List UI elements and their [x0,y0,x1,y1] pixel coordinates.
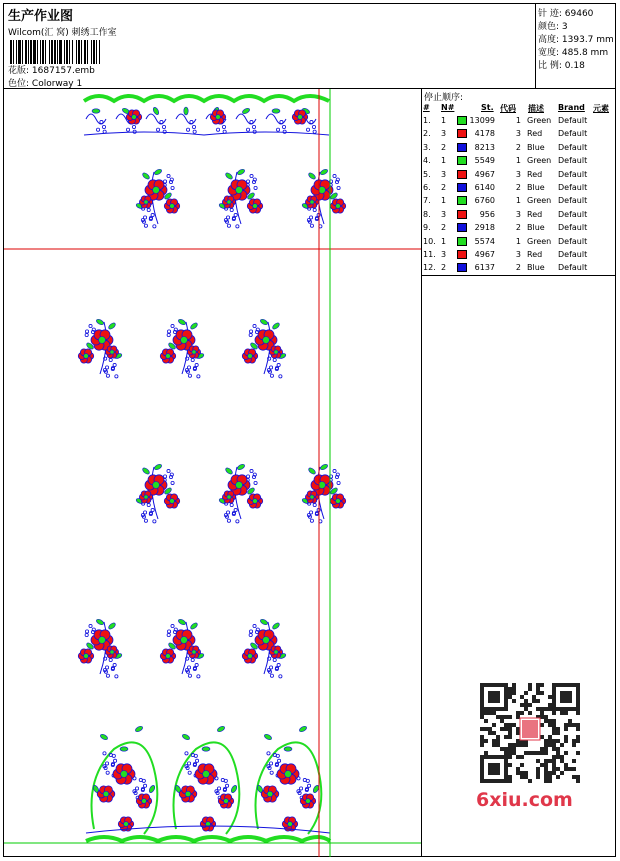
col-header-desc: 描述 [528,104,544,113]
color-swatch [457,170,467,179]
cell-code: 2 [515,182,521,192]
cell-desc: Green [527,116,552,125]
cell-st: 4178 [474,129,495,139]
color-swatch [457,263,467,272]
cell-n: 2 [441,182,447,192]
cell-st: 8213 [474,142,495,152]
table-row [422,169,616,182]
table-row [422,155,616,168]
cell-brand: Default [558,156,588,166]
cell-code: 1 [515,156,521,166]
cell-code: 2 [515,223,521,233]
cell-n: 1 [441,236,447,246]
cell-num: 5. [423,169,431,179]
cell-brand: Default [558,182,588,192]
table-row [422,236,616,249]
cell-code: 2 [515,263,521,273]
col-header-num: # [423,103,430,112]
cell-n: 2 [441,142,447,152]
color-swatch [457,250,467,259]
cell-num: 9. [423,223,431,233]
cell-code: 1 [515,116,521,125]
cell-st: 956 [479,209,495,219]
barcode-icon [10,40,130,64]
cell-desc: Green [527,156,552,166]
table-row [422,249,616,262]
color-swatch [457,116,467,125]
color-swatch [457,143,467,152]
stat-colors: 颜色: 3 [538,22,568,32]
cell-code: 3 [515,249,521,259]
cell-desc: Blue [527,263,545,273]
cell-st: 4967 [474,169,495,179]
cell-st: 5574 [474,236,495,246]
cell-num: 2. [423,129,431,139]
cell-st: 6140 [474,182,495,192]
cell-code: 1 [515,236,521,246]
file-name: 1687157.emb [31,66,95,76]
cell-n: 1 [441,116,447,125]
cell-st: 2918 [474,223,495,233]
table-row [422,209,616,222]
color-swatch [457,129,467,138]
cell-desc: Red [527,209,543,219]
cell-num: 11. [423,249,436,259]
cell-n: 3 [441,129,447,139]
table-row [422,195,616,208]
cell-desc: Green [527,236,552,246]
file-line [8,63,95,76]
studio-subtitle: Wilcom(汇 窝) 刺绣工作室 [8,28,117,38]
table-row [422,222,616,235]
cell-num: 3. [423,142,431,152]
color-swatch [457,210,467,219]
cell-brand: Default [558,142,588,152]
cell-brand: Default [558,116,588,125]
stat-stitches: 针 迹: 69460 [538,9,594,19]
color-swatch [457,237,467,246]
cell-num: 1. [423,116,431,125]
cell-n: 3 [441,169,447,179]
cell-st: 13099 [469,116,495,125]
color-swatch [457,196,467,205]
col-header-code: 代码 [500,104,516,113]
table-row [422,182,616,195]
col-header-n: N# [441,103,455,112]
cell-n: 1 [441,156,447,166]
cell-n: 2 [441,263,447,273]
cell-brand: Default [558,169,588,179]
cell-desc: Green [527,196,552,206]
qr-code-icon [470,680,586,784]
cell-code: 3 [515,129,521,139]
watermark-text: 6xiu.com [476,789,573,811]
table-row [422,262,616,275]
cell-desc: Blue [527,223,545,233]
color-swatch [457,183,467,192]
table-row [422,128,616,141]
stats-panel [536,4,616,89]
colorway-line [8,76,82,89]
cell-num: 4. [423,156,431,166]
cell-num: 12. [423,263,436,273]
cell-desc: Red [527,169,543,179]
cell-brand: Default [558,129,588,139]
col-header-element: 元素 [593,104,609,113]
cell-st: 6137 [474,263,495,273]
cell-brand: Default [558,196,588,206]
cell-num: 7. [423,196,431,206]
cell-st: 5549 [474,156,495,166]
cell-n: 2 [441,223,447,233]
cell-code: 1 [515,196,521,206]
colorway-name: Colorway 1 [31,79,83,89]
header-panel [4,4,536,89]
stat-height: 高度: 1393.7 mm [538,35,614,45]
sequence-table [422,115,616,276]
cell-code: 3 [515,209,521,219]
cell-st: 4967 [474,249,495,259]
cell-st: 6760 [474,196,495,206]
page-title: 生产作业图 [8,9,74,24]
sequence-title: 停止顺序: [424,93,464,103]
cell-code: 2 [515,142,521,152]
cell-brand: Default [558,263,588,273]
colorway-label: 色位: [8,79,30,89]
cell-num: 8. [423,209,431,219]
table-row [422,115,616,128]
col-header-st: St. [481,103,494,112]
cell-n: 1 [441,196,447,206]
cell-brand: Default [558,236,588,246]
file-label: 花版: [8,66,30,76]
cell-n: 3 [441,209,447,219]
stat-scale: 比 例: 0.18 [538,61,585,71]
cell-brand: Default [558,209,588,219]
table-divider [421,275,616,276]
cell-num: 6. [423,182,431,192]
color-swatch [457,156,467,165]
cell-brand: Default [558,223,588,233]
design-canvas [4,89,421,857]
cell-desc: Blue [527,142,545,152]
cell-desc: Blue [527,182,545,192]
stat-width: 宽度: 485.8 mm [538,48,609,58]
cell-desc: Red [527,129,543,139]
cell-code: 3 [515,169,521,179]
table-row [422,142,616,155]
col-header-brand: Brand [558,103,585,112]
cell-n: 3 [441,249,447,259]
cell-brand: Default [558,249,588,259]
cell-num: 10. [423,236,436,246]
cell-desc: Red [527,249,543,259]
color-swatch [457,223,467,232]
